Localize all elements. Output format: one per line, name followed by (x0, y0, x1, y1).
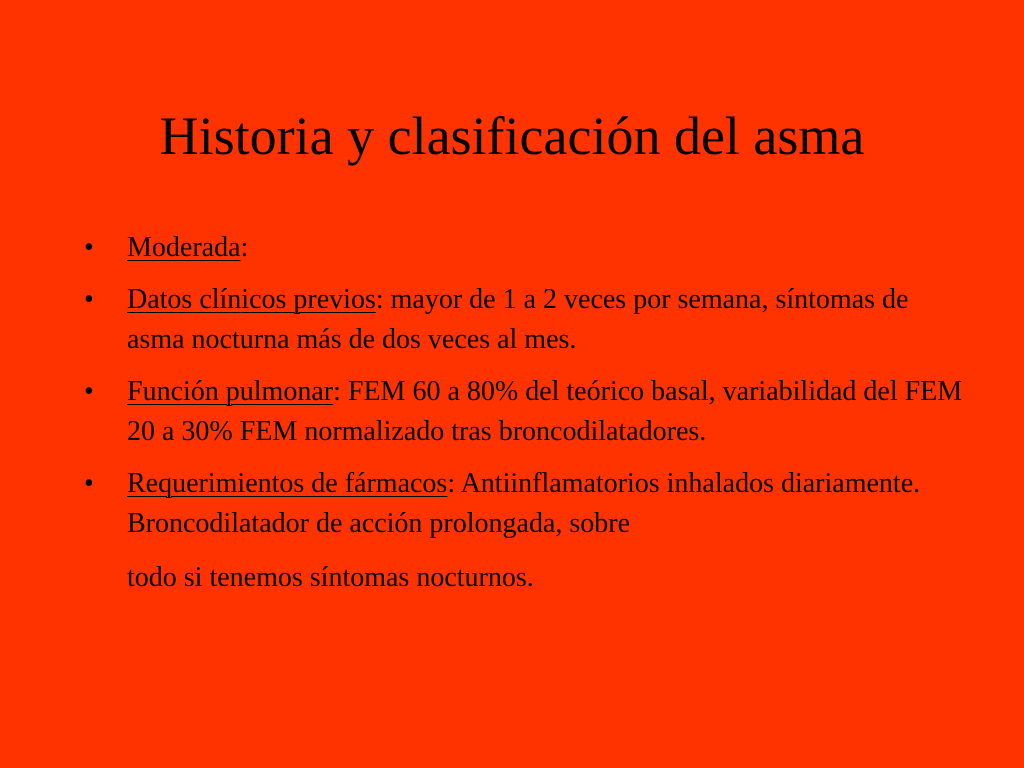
bullet-separator: : (375, 284, 384, 315)
bullet-marker: • (84, 376, 94, 407)
bullet-separator: : (447, 468, 456, 499)
bullet-marker: • (84, 284, 94, 315)
bullet-item-funcion-pulmonar (84, 372, 964, 452)
bullet-text: FEM 60 a 80% del teórico basal, variabilidad del FEM 20 a 30% FEM normalizado tras broncodilatadores. (127, 376, 963, 447)
bullet-item-moderada (84, 228, 964, 268)
bullet-term: Moderada (127, 232, 241, 263)
bullet-separator: : (240, 232, 249, 263)
bullet-marker: • (84, 232, 94, 263)
bullet-term: Función pulmonar (127, 376, 334, 407)
bullet-text-last-line: todo si tenemos síntomas nocturnos. (127, 562, 534, 593)
bullet-list (84, 228, 964, 610)
bullet-term: Datos clínicos previos (127, 284, 376, 315)
bullet-text: Antiinflamatorios inhalados diariamente. Broncodilatador de acción prolongada, sobre (127, 468, 921, 539)
bullet-marker: • (84, 468, 94, 499)
slide-title: Historia y clasificación del asma (159, 106, 865, 166)
bullet-separator: : (333, 376, 341, 407)
bullet-term: Requerimientos de fármacos (127, 468, 448, 499)
bullet-item-requerimientos (84, 464, 964, 598)
bullet-item-datos-clinicos (84, 280, 964, 360)
bullet-text: mayor de 1 a 2 veces por semana, síntomas de asma nocturna más de dos veces al mes. (127, 284, 909, 355)
